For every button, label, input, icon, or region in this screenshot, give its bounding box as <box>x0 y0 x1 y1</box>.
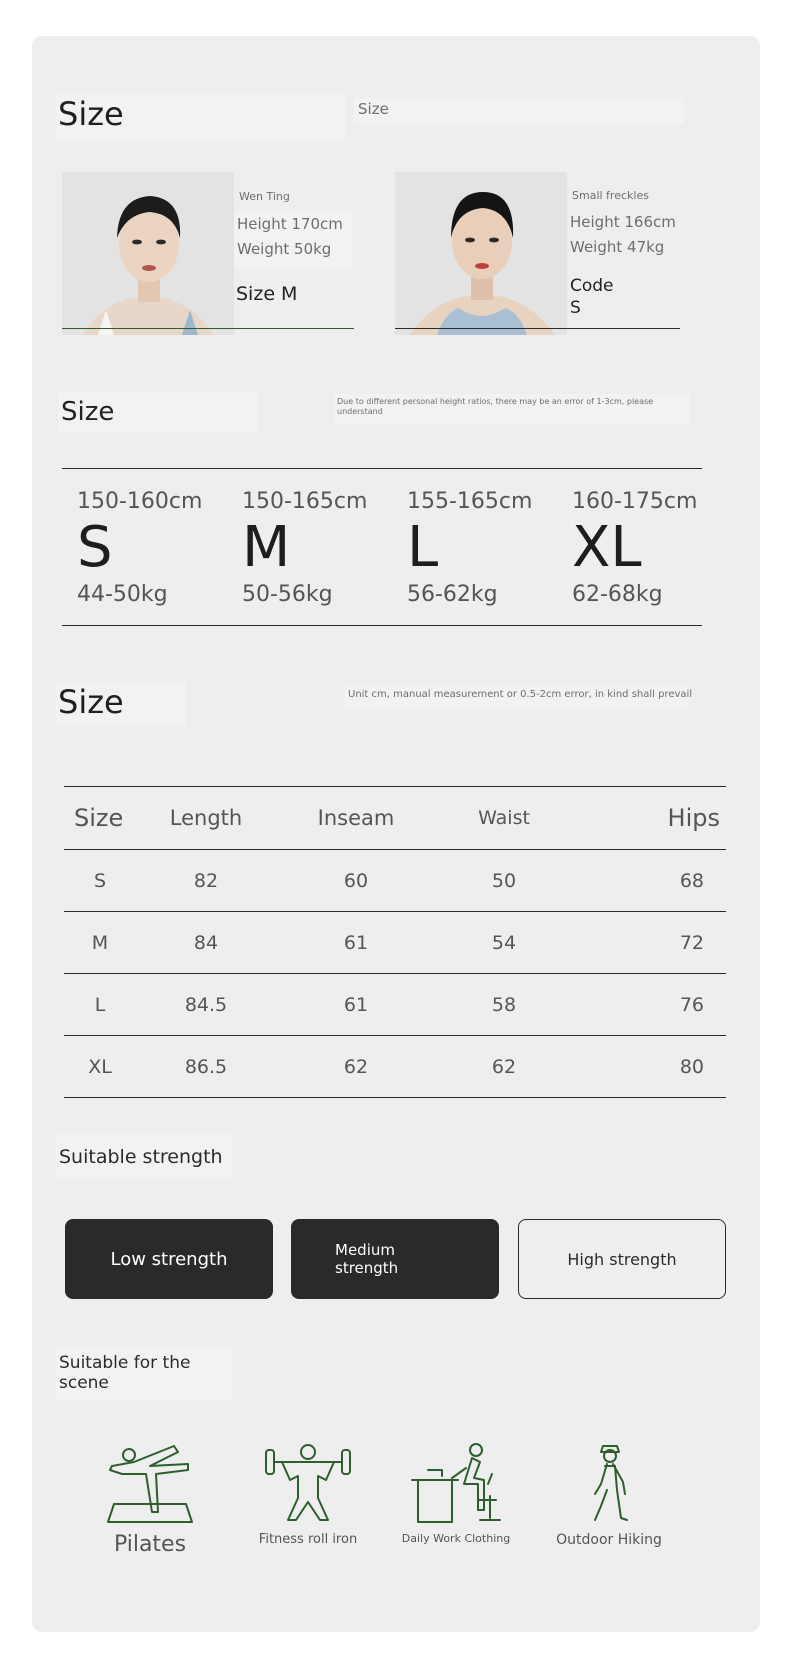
option-label: Low strength <box>110 1248 228 1270</box>
column-header-waist: Waist <box>436 787 572 850</box>
table-row <box>64 1036 726 1098</box>
column-header-inseam: Inseam <box>276 787 436 850</box>
table-cell: 60 <box>276 850 436 912</box>
size-letter: S <box>77 515 113 580</box>
option-label: Medium strength <box>335 1241 399 1277</box>
table-cell: 84 <box>136 912 276 974</box>
table-cell: XL <box>64 1036 136 1098</box>
table-cell: 86.5 <box>136 1036 276 1098</box>
height-range: 160-175cm <box>572 489 698 514</box>
model-name: Small freckles <box>572 189 649 202</box>
model-weight: Weight 47kg <box>570 238 665 256</box>
table-row <box>64 974 726 1036</box>
size-guide-title: Size <box>61 397 115 427</box>
models-section-subtitle: Size <box>358 100 389 118</box>
height-range: 155-165cm <box>407 489 533 514</box>
measure-table-note: Unit cm, manual measurement or 0.5-2cm error, in kind shall prevail <box>348 689 693 700</box>
models-section-title: Size <box>58 95 124 133</box>
model-weight: Weight 50kg <box>237 240 332 258</box>
model-size: Size M <box>236 283 298 305</box>
table-cell: 84.5 <box>136 974 276 1036</box>
table-cell: 82 <box>136 850 276 912</box>
table-cell: 61 <box>276 912 436 974</box>
size-guide-note: Due to different personal height ratios, there may be an error of 1-3cm, please understand <box>337 397 654 416</box>
model-photo-small-freckles <box>395 172 567 335</box>
table-row <box>64 850 726 912</box>
hiking-icon <box>561 1440 657 1524</box>
size-option-xl <box>572 489 742 607</box>
model-height: Height 170cm <box>237 215 343 233</box>
scene-item-fitness <box>233 1440 383 1547</box>
scene-label: Pilates <box>113 1532 187 1557</box>
table-cell: 80 <box>572 1036 726 1098</box>
model-photo-wen-ting <box>62 172 234 335</box>
scene-item-pilates <box>75 1440 225 1557</box>
table-header-row <box>64 787 726 850</box>
size-option-m <box>242 489 412 607</box>
table-cell: 58 <box>436 974 572 1036</box>
divider <box>62 625 702 626</box>
table-cell: 72 <box>572 912 726 974</box>
column-header-hips: Hips <box>572 787 726 850</box>
scene-label: Outdoor Hiking <box>556 1532 662 1548</box>
model-size-label: Code <box>570 276 614 296</box>
table-cell: 54 <box>436 912 572 974</box>
table-cell: 76 <box>572 974 726 1036</box>
model-height: Height 166cm <box>570 213 676 231</box>
weightlifting-icon <box>260 1440 356 1524</box>
high-strength-option[interactable] <box>518 1219 726 1299</box>
pilates-icon <box>102 1440 198 1524</box>
size-option-l <box>407 489 577 607</box>
scene-label: Fitness roll iron <box>258 1532 358 1547</box>
scene-label: Daily Work Clothing <box>401 1532 511 1545</box>
table-row <box>64 912 726 974</box>
scene-item-work <box>381 1440 531 1545</box>
desk-work-icon <box>408 1440 504 1524</box>
medium-strength-option[interactable] <box>291 1219 499 1299</box>
measure-table-title: Size <box>58 683 124 721</box>
weight-range: 62-68kg <box>572 582 663 607</box>
weight-range: 56-62kg <box>407 582 498 607</box>
table-cell: S <box>64 850 136 912</box>
divider <box>395 328 680 329</box>
height-range: 150-160cm <box>77 489 203 514</box>
size-option-s <box>77 489 247 607</box>
model-name: Wen Ting <box>239 190 290 203</box>
scene-item-hiking <box>534 1440 684 1548</box>
size-letter: M <box>242 515 291 580</box>
table-cell: 61 <box>276 974 436 1036</box>
divider <box>62 328 354 329</box>
subtitle-backdrop <box>354 98 684 124</box>
table-cell: M <box>64 912 136 974</box>
divider <box>62 468 702 469</box>
option-label: High strength <box>567 1249 677 1269</box>
size-measurement-table <box>64 786 726 1098</box>
table-cell: 62 <box>436 1036 572 1098</box>
size-letter: L <box>407 515 439 580</box>
weight-range: 44-50kg <box>77 582 168 607</box>
model-size-value: S <box>570 298 581 318</box>
column-header-length: Length <box>136 787 276 850</box>
strength-title: Suitable strength <box>59 1146 223 1168</box>
low-strength-option[interactable] <box>65 1219 273 1299</box>
height-range: 150-165cm <box>242 489 368 514</box>
weight-range: 50-56kg <box>242 582 333 607</box>
column-header-size: Size <box>64 787 136 850</box>
scene-title: Suitable for the scene <box>59 1353 191 1393</box>
table-cell: 68 <box>572 850 726 912</box>
table-cell: 50 <box>436 850 572 912</box>
size-letter: XL <box>572 515 642 580</box>
table-cell: L <box>64 974 136 1036</box>
table-cell: 62 <box>276 1036 436 1098</box>
